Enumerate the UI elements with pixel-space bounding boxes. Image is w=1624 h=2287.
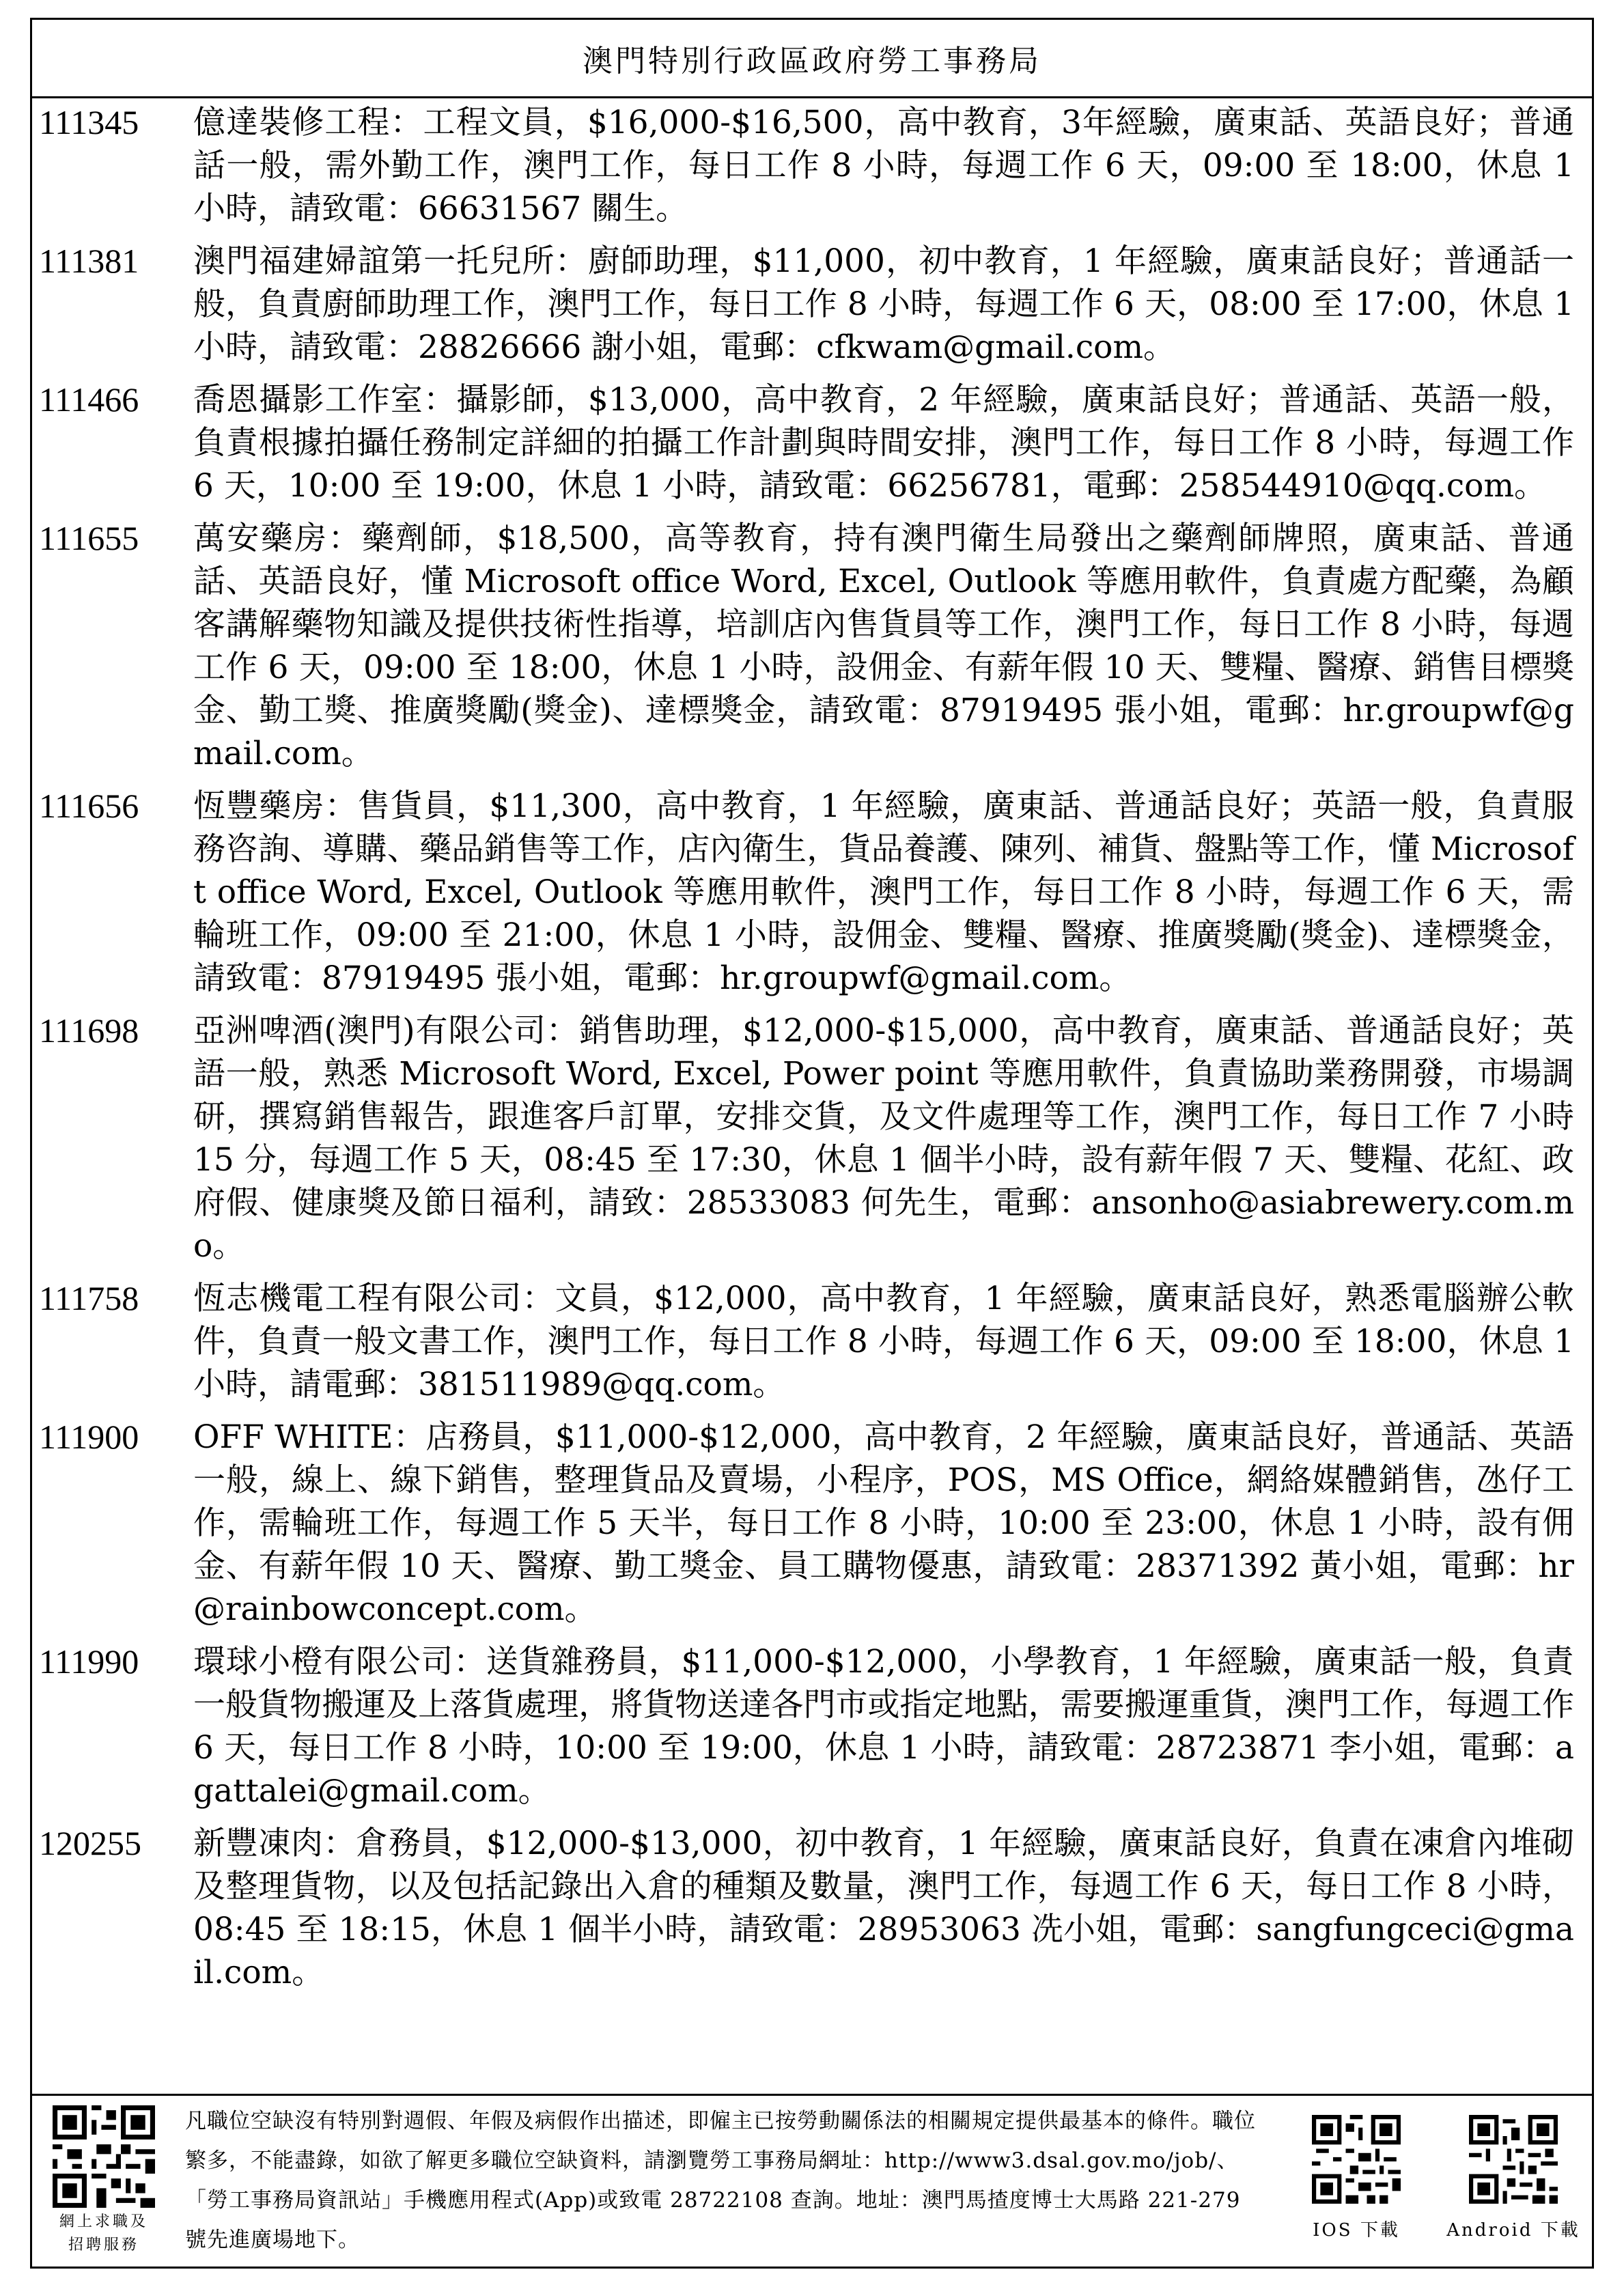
job-listings [32, 98, 1592, 1994]
ios-download[interactable] [1278, 2096, 1435, 2267]
job-id: 111656 [39, 787, 139, 825]
job-listing [39, 1640, 1574, 1812]
job-description: 恆豐藥房：售貨員，$11,300，高中教育，1 年經驗，廣東話、普通話良好；英語一般，負責服務咨詢、導購、藥品銷售等工作，店內衛生，貨品養護、陳列、補貨、盤點等工作，懂 Microsoft office Word, Excel, Outlook 等應用軟件，澳門工作，每日工作 8 小時，每週工作 6 天，需輪班工作，09:00 至 21:00，休息 1 小時，設佣金、雙糧、醫療、推廣獎勵(獎金)、達標獎金，請致電：87919495 張小姐，電郵：hr.groupwf@gmail.com。 [193, 787, 1574, 997]
job-listing [39, 517, 1574, 775]
job-id: 111381 [39, 242, 139, 280]
job-listing [39, 1416, 1574, 1631]
footer-notice: 凡職位空缺沒有特別對週假、年假及病假作出描述，即僱主已按勞動關係法的相關規定提供最基本的條件。職位繁多，不能盡錄，如欲了解更多職位空缺資料，請瀏覽勞工事務局網址：http://www3.dsal.gov.mo/job/、「勞工事務局資訊站」手機應用程式(App)或致電 28722108 查詢。地址：澳門馬揸度博士大馬路 221-279 號先進廣場地下。 [185, 2109, 1256, 2252]
android-download[interactable] [1435, 2096, 1592, 2267]
qr-caption [59, 2211, 148, 2257]
footer [32, 2094, 1592, 2267]
job-id: 111758 [39, 1279, 139, 1317]
job-id: 111345 [39, 103, 139, 141]
qr-caption-line: 網上求職及 [59, 2213, 148, 2230]
job-id: 111655 [39, 519, 139, 557]
ios-download-label: IOS 下載 [1313, 2220, 1400, 2241]
job-listing [39, 378, 1574, 507]
job-listing [39, 1009, 1574, 1267]
job-id: 111698 [39, 1011, 139, 1050]
job-listing [39, 1822, 1574, 1994]
job-description: 環球小橙有限公司：送貨雜務員，$11,000-$12,000，小學教育，1 年經驗，廣東話一般，負責一般貨物搬運及上落貨處理，將貨物送達各門市或指定地點，需要搬運重貨，澳門工作，每週工作 6 天，每日工作 8 小時，10:00 至 19:00，休息 1 小時，請致電：28723871 李小姐，電郵：agattalei@gmail.com。 [193, 1643, 1574, 1810]
job-id: 111466 [39, 380, 139, 419]
job-description: 澳門福建婦誼第一托兒所：廚師助理，$11,000，初中教育，1 年經驗，廣東話良好；普通話一般，負責廚師助理工作，澳門工作，每日工作 8 小時，每週工作 6 天，08:00 至 17:00，休息 1 小時，請致電：28826666 謝小姐，電郵：cfkwam@gmail.com。 [193, 242, 1574, 366]
job-description: OFF WHITE：店務員，$11,000-$12,000，高中教育，2 年經驗，廣東話良好，普通話、英語一般，線上、線下銷售，整理貨品及賣場，小程序，POS，MS Office，網絡媒體銷售，氹仔工作，需輪班工作，每週工作 5 天半，每日工作 8 小時，10:00 至 23:00，休息 1 小時，設有佣金、有薪年假 10 天、醫療、勤工獎金、員工購物優惠，請致電：28371392 黃小姐，電郵：hr@rainbowconcept.com。 [193, 1418, 1574, 1628]
page-title: 澳門特別行政區政府勞工事務局 [32, 20, 1592, 98]
job-listing [39, 1277, 1574, 1406]
job-id: 120255 [39, 1824, 141, 1862]
job-listing [39, 240, 1574, 369]
job-description: 喬恩攝影工作室：攝影師，$13,000，高中教育，2 年經驗，廣東話良好；普通話、英語一般，負責根據拍攝任務制定詳細的拍攝工作計劃與時間安排，澳門工作，每日工作 8 小時，每週工作 6 天，10:00 至 19:00，休息 1 小時，請致電：66256781，電郵：258544910@qq.com。 [193, 381, 1574, 505]
bulletin-frame [30, 18, 1594, 2269]
job-id: 111900 [39, 1418, 139, 1456]
job-service-qr-block[interactable] [32, 2096, 176, 2267]
job-description: 億達裝修工程：工程文員，$16,000-$16,500，高中教育，3年經驗，廣東話、英語良好；普通話一般，需外勤工作，澳門工作，每日工作 8 小時，每週工作 6 天，09:00 至 18:00，休息 1 小時，請致電：66631567 關生。 [193, 104, 1574, 227]
job-description: 亞洲啤酒(澳門)有限公司：銷售助理，$12,000-$15,000，高中教育，廣東話、普通話良好；英語一般，熟悉 Microsoft Word, Excel, Power point 等應用軟件，負責協助業務開發，市場調研，撰寫銷售報告，跟進客戶訂單，安排交貨，及文件處理等工作，澳門工作，每日工作 7 小時 15 分，每週工作 5 天，08:45 至 17:30，休息 1 個半小時，設有薪年假 7 天、雙糧、花紅、政府假、健康獎及節日福利，請致：28533083 何先生，電郵：ansonho@asiabrewery.com.mo。 [193, 1012, 1574, 1265]
job-description: 新豐凍肉：倉務員，$12,000-$13,000，初中教育，1 年經驗，廣東話良好，負責在凍倉內堆砌及整理貨物，以及包括記錄出入倉的種類及數量，澳門工作，每週工作 6 天，每日工作 8 小時，08:45 至 18:15，休息 1 個半小時，請致電：28953063 冼小姐，電郵：sangfungceci@gmail.com。 [193, 1825, 1574, 1991]
job-description: 萬安藥房：藥劑師，$18,500，高等教育，持有澳門衛生局發出之藥劑師牌照，廣東話、普通話、英語良好，懂 Microsoft office Word, Excel, Outlook 等應用軟件，負責處方配藥，為顧客講解藥物知識及提供技術性指導，培訓店內售貨員等工作，澳門工作，每日工作 8 小時，每週工作 6 天，09:00 至 18:00，休息 1 小時，設佣金、有薪年假 10 天、雙糧、醫療、銷售目標獎金、勤工獎、推廣獎勵(獎金)、達標獎金，請致電：87919495 張小姐，電郵：hr.groupwf@gmail.com。 [193, 520, 1574, 772]
job-listing [39, 101, 1574, 230]
job-id: 111990 [39, 1642, 139, 1681]
job-listing [39, 785, 1574, 1000]
ios-qr-code-icon[interactable] [1312, 2115, 1401, 2204]
job-description: 恆志機電工程有限公司：文員，$12,000，高中教育，1 年經驗，廣東話良好，熟悉電腦辦公軟件，負責一般文書工作，澳門工作，每日工作 8 小時，每週工作 6 天，09:00 至 18:00，休息 1 小時，請電郵：381511989@qq.com。 [193, 1280, 1574, 1403]
qr-code-icon[interactable] [53, 2105, 155, 2208]
qr-caption-line: 招聘服務 [68, 2236, 139, 2254]
android-qr-code-icon[interactable] [1469, 2115, 1558, 2204]
android-download-label: Android 下載 [1446, 2220, 1580, 2241]
